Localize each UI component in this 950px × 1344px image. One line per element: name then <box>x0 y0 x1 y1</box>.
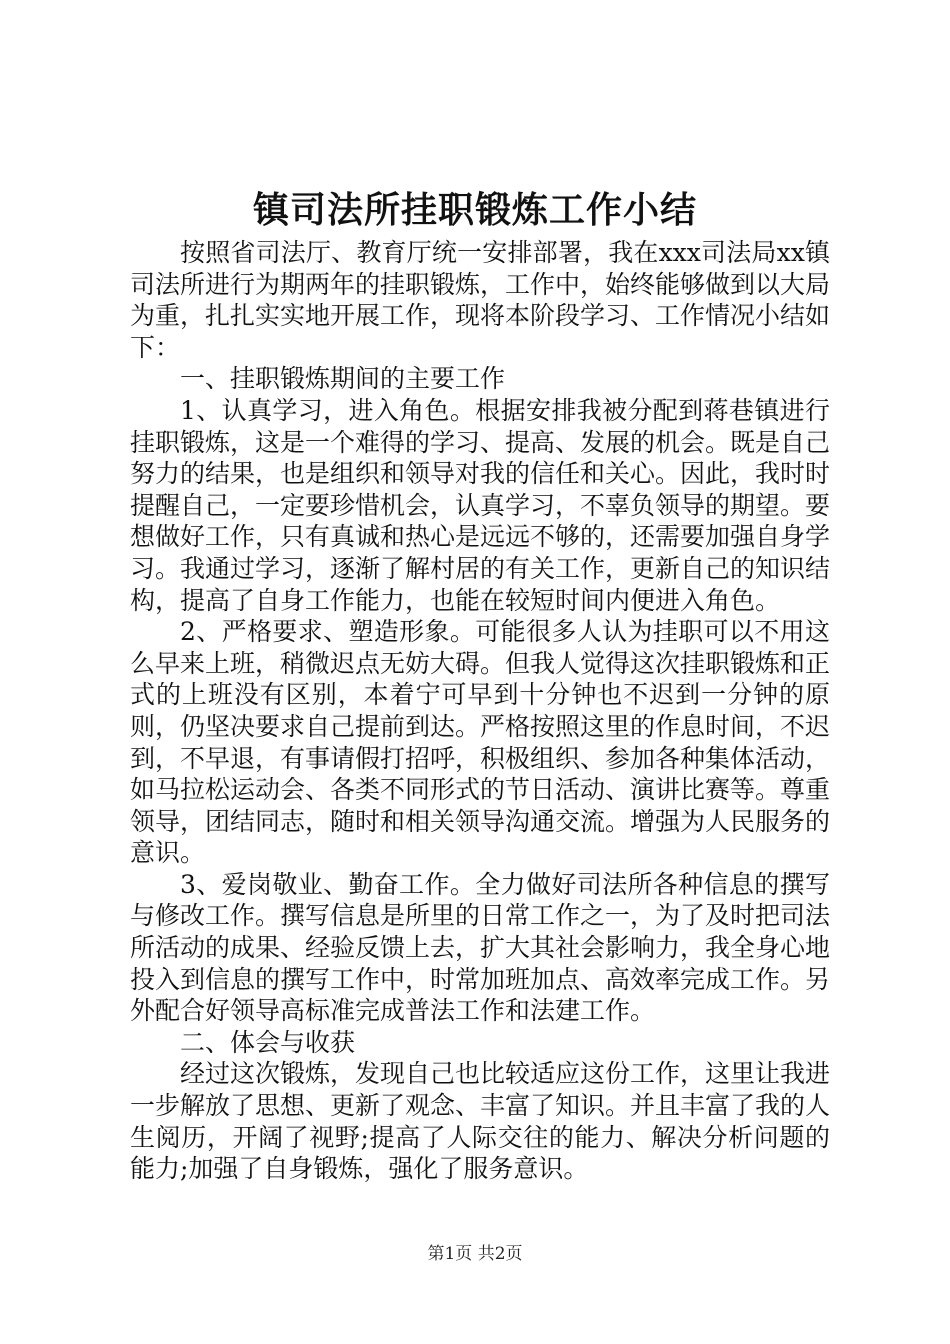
document-body <box>130 237 830 1185</box>
paragraph-intro: 按照省司法厅、教育厅统一安排部署，我在xxx司法局xx镇司法所进行为期两年的挂职锻炼，工作中，始终能够做到以大局为重，扎扎实实地开展工作，现将本阶段学习、工作情况小结如下： <box>130 238 831 362</box>
section-heading-experience: 二、体会与收获 <box>180 1027 356 1057</box>
page-number-footer: 第1页 共2页 <box>427 1244 523 1264</box>
paragraph-item-2: 2、严格要求、塑造形象。可能很多人认为挂职可以不用这么早来上班，稍微迟点无妨大碍。但我人觉得这次挂职锻炼和正式的上班没有区别，本着宁可早到十分钟也不迟到一分钟的原则，仍坚决要求自己提前到达。严格按照这里的作息时间，不迟到，不早退，有事请假打招呼，积极组织、参加各种集体活动，如马拉松运动会、各类不同形式的节日活动、演讲比赛等。尊重领导，团结同志，随时和相关领导沟通交流。增强为人民服务的意识。 <box>130 617 831 868</box>
paragraph-item-1: 1、认真学习，进入角色。根据安排我被分配到蒋巷镇进行挂职锻炼，这是一个难得的学习、提高、发展的机会。既是自己努力的结果，也是组织和领导对我的信任和关心。因此，我时时提醒自己，一定要珍惜机会，认真学习，不辜负领导的期望。要想做好工作，只有真诚和热心是远远不够的，还需要加强自身学习。我通过学习，逐渐了解村居的有关工作，更新自己的知识结构，提高了自身工作能力，也能在较短时间内便进入角色。 <box>130 395 831 615</box>
document-title: 镇司法所挂职锻炼工作小结 <box>252 189 697 231</box>
section-heading-main-work: 一、挂职锻炼期间的主要工作 <box>180 364 506 394</box>
paragraph-item-3: 3、爱岗敬业、勤奋工作。全力做好司法所各种信息的撰写与修改工作。撰写信息是所里的日常工作之一，为了及时把司法所活动的成果、经验反馈上去，扩大其社会影响力，我全身心地投入到信息的撰写工作中，时常加班加点、高效率完成工作。另外配合好领导高标准完成普法工作和法建工作。 <box>130 869 831 1026</box>
paragraph-experience: 经过这次锻炼，发现自己也比较适应这份工作，这里让我进一步解放了思想、更新了观念、丰富了知识。并且丰富了我的人生阅历，开阔了视野;提高了人际交往的能力、解决分析问题的能力;加强了自身锻炼，强化了服务意识。 <box>130 1059 831 1184</box>
